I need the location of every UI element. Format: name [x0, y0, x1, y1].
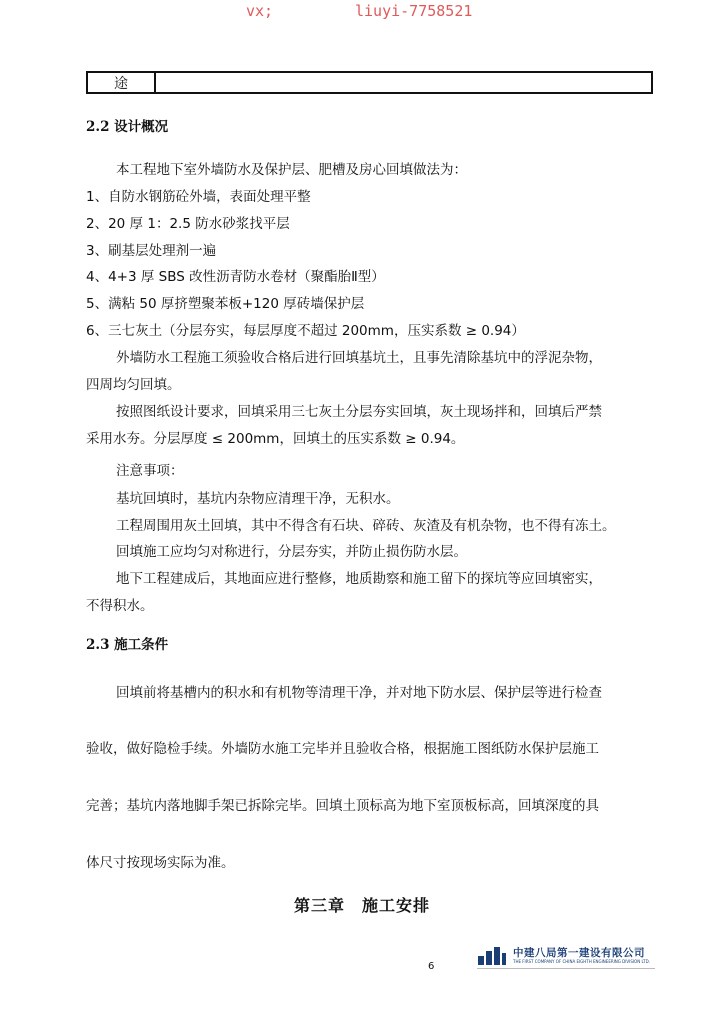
- list-item: 3、刷基层处理剂一遍: [86, 243, 217, 259]
- paragraph-line: 完善；基坑内落地脚手架已拆除完毕。回填土顶标高为地下室顶板标高，回填深度的具: [86, 798, 599, 814]
- paragraph-line: 验收，做好隐检手续。外墙防水施工完毕并且验收合格，根据施工图纸防水保护层施工: [86, 741, 599, 757]
- paragraph-line: 体尺寸按现场实际为准。: [86, 855, 235, 871]
- paragraph-line: 外墙防水工程施工须验收合格后进行回填基坑土，且事先清除基坑中的浮泥杂物，: [116, 350, 602, 366]
- note-item: 地下工程建成后，其地面应进行整修，地质勘察和施工留下的探坑等应回填密实，: [116, 571, 602, 587]
- notes-title: 注意事项：: [116, 463, 184, 479]
- watermark-left: vx;: [246, 2, 274, 20]
- watermark: [0, 2, 724, 22]
- section-heading-2-3: 2.3 施工条件: [86, 637, 169, 653]
- table-fragment: [86, 71, 653, 94]
- section-heading-2-2: 2.2 设计概况: [86, 119, 169, 135]
- section-intro: 本工程地下室外墙防水及保护层、肥槽及房心回填做法为：: [116, 162, 467, 178]
- paragraph-line: 采用水夯。分层厚度 ≤ 200mm，回填土的压实系数 ≥ 0.94。: [86, 431, 465, 447]
- list-item: 4、4+3 厚 SBS 改性沥青防水卷材（聚酯胎Ⅱ型）: [86, 269, 385, 285]
- note-item: 回填施工应均匀对称进行，分层夯实，并防止损伤防水层。: [116, 544, 467, 560]
- company-name-cn: 中建八局第一建设有限公司: [513, 946, 645, 959]
- note-tail: 不得积水。: [86, 598, 154, 614]
- table-cell-label: 途: [88, 73, 156, 92]
- note-item: 基坑回填时，基坑内杂物应清理干净，无积水。: [116, 491, 400, 507]
- paragraph-line: 回填前将基槽内的积水和有机物等清理干净，并对地下防水层、保护层等进行检查: [116, 685, 602, 701]
- company-logo: [477, 944, 655, 969]
- table-cell-empty: [156, 73, 651, 92]
- list-item: 2、20 厚 1：2.5 防水砂浆找平层: [86, 216, 290, 232]
- company-name-en: THE FIRST COMPANY OF CHINA EIGHTH ENGINEERING DIVISION LTD.: [513, 959, 650, 965]
- note-item: 工程周围用灰土回填，其中不得含有石块、碎砖、灰渣及有机杂物，也不得有冻土。: [116, 518, 616, 534]
- paragraph-line: 四周均匀回填。: [86, 377, 181, 393]
- paragraph-line: 按照图纸设计要求，回填采用三七灰土分层夯实回填，灰土现场拌和，回填后严禁: [116, 404, 602, 420]
- list-item: 1、自防水钢筋砼外墙，表面处理平整: [86, 189, 311, 205]
- list-item: 6、三七灰土（分层夯实，每层厚度不超过 200mm，压实系数 ≥ 0.94）: [86, 323, 525, 339]
- company-logo-icon: [477, 946, 507, 966]
- page-number: 6: [428, 961, 435, 972]
- list-item: 5、满粘 50 厚挤塑聚苯板+120 厚砖墙保护层: [86, 296, 365, 312]
- watermark-right: liuyi-7758521: [355, 2, 473, 20]
- chapter-title: 第三章 施工安排: [293, 896, 430, 915]
